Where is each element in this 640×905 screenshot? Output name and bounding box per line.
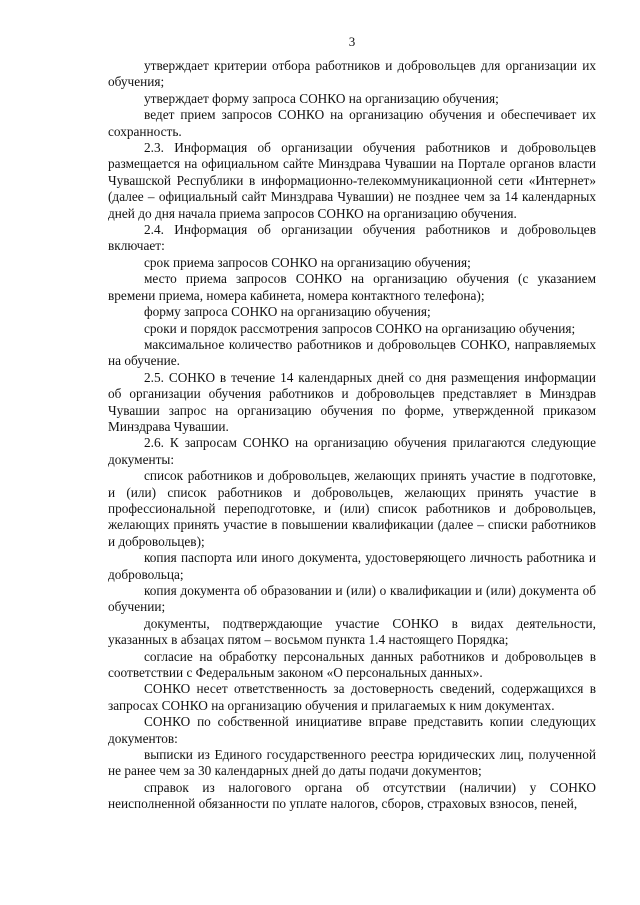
paragraph: ведет прием запросов СОНКО на организацию обучения и обеспечивает их сохранность. <box>108 107 596 139</box>
paragraph: срок приема запросов СОНКО на организацию обучения; <box>144 254 471 270</box>
paragraph: 2.4. Информация об организации обучения работников и добровольцев включает: <box>108 222 596 254</box>
paragraph: копия паспорта или иного документа, удостоверяющего личность работника и добровольца; <box>108 550 596 582</box>
paragraph: список работников и добровольцев, желающих принять участие в подготовке, и (или) список работников и добровольцев, желающих принять участие в профессиональной переподготовке, и (или) список работников и добровольцев, желающих принять участие в повышении квалификации (далее – списки работников и добровольцев); <box>108 468 596 549</box>
paragraph: 2.5. СОНКО в течение 14 календарных дней со дня размещения информации об организации обучения работников и добровольцев представляет в Минздрав Чувашии запрос на организацию обучения по форме, утвержденной приказом Минздрава Чувашии. <box>108 369 596 434</box>
paragraph: сроки и порядок рассмотрения запросов СОНКО на организацию обучения; <box>144 320 576 336</box>
paragraph: документы, подтверждающие участие СОНКО в видах деятельности, указанных в абзацах пятом – восьмом пункта 1.4 настоящего Порядка; <box>108 615 596 648</box>
paragraph: форму запроса СОНКО на организацию обучения; <box>144 304 431 320</box>
paragraph: справок из налогового органа об отсутствии (наличии) у СОНКО неисполненной обязанности по уплате налогов, сборов, страховых взносов, пеней, <box>108 779 596 812</box>
paragraph: согласие на обработку персональных данных работников и добровольцев в соответствии с Федеральным законом «О персональных данных». <box>108 648 596 681</box>
paragraph: 2.3. Информация об организации обучения работников и добровольцев размещается на официальном сайте Минздрава Чувашии на Портале органов власти Чувашской Республики в информационно-телекоммуникационной сети «Интернет» (далее – официальный сайт Минздрава Чувашии) не позднее чем за 14 календарных дней до дня начала приема запросов СОНКО на организацию обучения. <box>108 140 596 221</box>
document-body <box>108 58 596 813</box>
paragraph: максимальное количество работников и добровольцев СОНКО, направляемых на обучение. <box>108 336 596 369</box>
paragraph: СОНКО несет ответственность за достоверность сведений, содержащихся в запросах СОНКО на организацию обучения и прилагаемых к ним документах. <box>108 681 596 713</box>
paragraph: выписки из Единого государственного реестра юридических лиц, полученной не ранее чем за 30 календарных дней до даты подачи документов; <box>108 747 596 779</box>
page-number: 3 <box>348 34 356 49</box>
paragraph: утверждает критерии отбора работников и добровольцев для организации их обучения; <box>108 58 596 90</box>
paragraph: СОНКО по собственной инициативе вправе представить копии следующих документов: <box>108 714 596 746</box>
paragraph: копия документа об образовании и (или) о квалификации и (или) документа об обучении; <box>108 583 596 615</box>
paragraph: место приема запросов СОНКО на организацию обучения (с указанием времени приема, номера кабинета, номера контактного телефона); <box>108 271 596 303</box>
paragraph: 2.6. К запросам СОНКО на организацию обучения прилагаются следующие документы: <box>108 435 596 467</box>
paragraph: утверждает форму запроса СОНКО на организацию обучения; <box>144 90 499 106</box>
